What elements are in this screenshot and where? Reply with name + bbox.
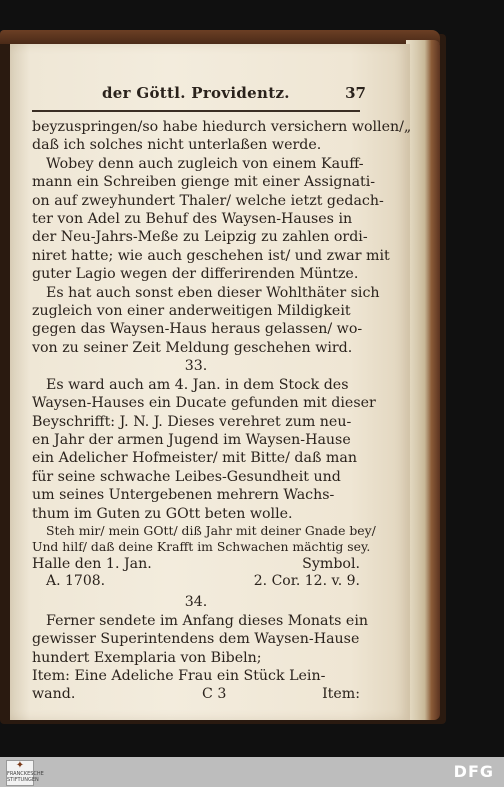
- paragraph-34: [32, 612, 369, 686]
- text-line: niret hatte; wie auch geschehen ist/ und zwar mit: [32, 247, 390, 264]
- library-logo-icon: ✦: [15, 760, 25, 771]
- text-line: daß ich solches nicht unterlaßen werde.: [32, 137, 322, 154]
- book-cover-top: [0, 30, 440, 44]
- last-line: [32, 685, 360, 705]
- paragraph-32-end: [32, 118, 412, 357]
- symbol-label: Symbol.: [302, 555, 360, 572]
- place-date: Halle den 1. Jan.: [32, 555, 152, 572]
- text-line: en Jahr der armen Jugend im Waysen-Hause: [32, 431, 351, 448]
- text-line: zugleich von einer anderweitigen Mildigkeit: [32, 303, 351, 320]
- text-line: thum im Guten zu GOtt beten wolle.: [32, 505, 293, 522]
- text-line: um seines Untergebenen mehrern Wachs-: [32, 487, 335, 504]
- page-number: 37: [345, 84, 366, 102]
- text-line: ein Adelicher Hofmeister/ mit Bitte/ daß man: [32, 450, 357, 467]
- text-line: Und hilf/ daß deine Krafft im Schwachen mächtig sey.: [32, 538, 371, 554]
- page-text-block: [32, 84, 412, 705]
- text-line: von zu seiner Zeit Meldung geschehen wird.: [32, 339, 353, 356]
- paragraph-33: [32, 376, 376, 523]
- text-line: Es hat auch sonst eben dieser Wohlthäter sich: [46, 284, 380, 301]
- text-line: mann ein Schreiben gienge mit einer Assignati-: [32, 174, 376, 191]
- text-line: hundert Exemplaria von Bibeln;: [32, 649, 262, 666]
- date-line: [32, 573, 360, 593]
- text-line: für seine schwache Leibes-Gesundheit und: [32, 468, 341, 485]
- text-line: der Neu-Jahrs-Meße zu Leipzig zu zahlen ordi-: [32, 229, 368, 246]
- section-number-33: 33.: [184, 358, 208, 375]
- text-line: Es ward auch am 4. Jan. in dem Stock des: [46, 376, 349, 393]
- text-line: Waysen-Hauses ein Ducate gefunden mit dieser: [32, 395, 376, 412]
- text-line: Item: Eine Adeliche Frau ein Stück Lein-: [32, 667, 326, 684]
- text-line: beyzuspringen/so habe hiedurch versichern wollen/„: [32, 119, 412, 135]
- catchword: Item:: [322, 686, 360, 703]
- bible-reference: 2. Cor. 12. v. 9.: [253, 573, 360, 590]
- text-line: on auf zweyhundert Thaler/ welche ietzt gedach-: [32, 192, 384, 209]
- signature-mark: C 3: [202, 686, 227, 703]
- text-line: guter Lagio wegen der differirenden Müntze.: [32, 266, 359, 283]
- book-page-edges: [406, 40, 440, 720]
- viewer-footer-bar: [0, 757, 504, 787]
- text-line: gegen das Waysen-Haus heraus gelassen/ wo-: [32, 321, 363, 338]
- dfg-logo[interactable]: DFG: [453, 762, 494, 781]
- book-page: [10, 44, 410, 720]
- library-logo[interactable]: [6, 760, 44, 786]
- library-logo-text: FRANCKESCHE STIFTUNGEN: [7, 771, 44, 783]
- text-line: ter von Adel zu Behuf des Waysen-Hauses in: [32, 211, 353, 228]
- year: A. 1708.: [46, 573, 106, 590]
- text-line: Wobey denn auch zugleich von einem Kauff-: [46, 155, 364, 172]
- section-number-34: 34.: [184, 594, 208, 611]
- text-line: Steh mir/ mein GOtt/ diß Jahr mit deiner Gnade bey/: [46, 522, 376, 538]
- text-line: Beyschrifft: J. N. J. Dieses verehret zum neu-: [32, 413, 352, 430]
- page-header: [32, 84, 366, 108]
- header-rule: [32, 110, 360, 112]
- text-line: gewisser Superintendens dem Waysen-Hause: [32, 631, 360, 648]
- running-head: der Göttl. Providentz.: [102, 84, 290, 102]
- verse-block: [32, 522, 376, 555]
- last-word: wand.: [32, 686, 76, 703]
- place-symbol-line: [32, 555, 360, 573]
- text-line: Ferner sendete im Anfang dieses Monats ein: [46, 612, 369, 629]
